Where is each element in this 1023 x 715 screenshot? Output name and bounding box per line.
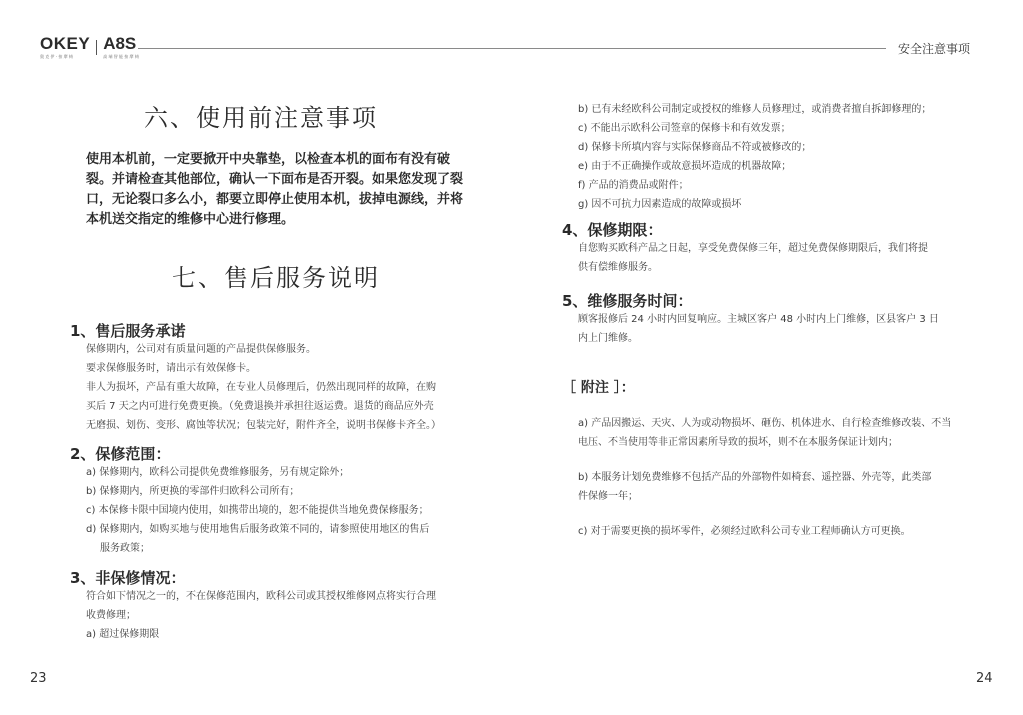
section-title-service-time: 5、维修服务时间： [562, 292, 693, 310]
text-line: 顾客报修后 24 小时内回复响应。主城区客户 48 小时内上门维修，区县客户 3 日 [578, 314, 939, 325]
list-item: g) 因不可抗力因素造成的故障或损坏 [578, 199, 742, 210]
section-title-commitment: 1、售后服务承诺 [70, 322, 186, 340]
text-line: 买后 7 天之内可进行免费更换。（免费退换并承担往返运费。退货的商品应外壳 [86, 401, 434, 412]
list-item-continued: 服务政策； [100, 543, 150, 554]
brand-tagline: 奥 克 伊 · 按 摩 椅 [40, 54, 73, 59]
logo-divider [96, 40, 97, 55]
section-title-non-warranty: 3、非保修情况： [70, 569, 186, 587]
safety-warning-text: 使用本机前，一定要掀开中央靠垫，以检查本机的面布有没有破裂。并请检查其他部位，确认一下面布是否开裂。如果您发现了裂口，无论裂口多么小，都要立即停止使用本机，拔掉电源线，并将本机送交指定的维修中心进行修理。 [86, 152, 464, 227]
text-line: a) 产品因搬运、天灾、人为或动物损坏、砸伤、机体进水、自行检查维修改装、不当 [578, 418, 952, 429]
text-line: 收费修理； [86, 610, 136, 621]
text-line: 符合如下情况之一的，不在保修范围内，欧科公司或其授权维修网点将实行合理 [86, 591, 436, 602]
list-item: e) 由于不正确操作或故意损坏造成的机器故障； [578, 161, 792, 172]
warranty-scope-list [86, 463, 476, 558]
text-line: c) 对于需要更换的损坏零件，必须经过欧科公司专业工程师确认方可更换。 [578, 526, 911, 537]
brand-name: OKEY [40, 34, 91, 53]
non-warranty-list-continued [578, 100, 978, 214]
commitment-text [86, 340, 476, 435]
non-warranty-text [86, 587, 476, 644]
model-tagline: 高 端 智 能 按 摩 椅 [103, 54, 139, 59]
service-time-text [578, 310, 978, 348]
list-item: a) 保修期内，欧科公司提供免费维修服务，另有规定除外； [86, 467, 350, 478]
list-item: d) 保修卡所填内容与实际保修商品不符或被修改的； [578, 142, 812, 153]
brand-logo [40, 34, 139, 60]
list-item: c) 本保修卡限中国境内使用，如携带出境的，恕不能提供当地免费保修服务； [86, 505, 429, 516]
note-a [578, 414, 978, 452]
text-line: 供有偿维修服务。 [578, 262, 658, 273]
text-line: 自您购买欧科产品之日起，享受免费保修三年，超过免费保修期限后，我们将提 [578, 243, 928, 254]
note-c [578, 522, 978, 541]
heading-after-sales: 七、售后服务说明 [172, 264, 380, 292]
section-title: 安全注意事项 [898, 42, 971, 56]
warranty-period-text [578, 239, 978, 277]
section-title-warranty-scope: 2、保修范围： [70, 445, 171, 463]
list-item: b) 保修期内，所更换的零部件归欧科公司所有； [86, 486, 300, 497]
page-number-right: 24 [976, 671, 993, 686]
text-line: 要求保修服务时，请出示有效保修卡。 [86, 363, 256, 374]
list-item: a) 超过保修期限 [86, 629, 160, 640]
text-line: 件保修一年； [578, 491, 638, 502]
text-line: 无磨损、划伤、变形、腐蚀等状况；包装完好，附件齐全，说明书保修卡齐全。） [86, 420, 441, 431]
page-number-left: 23 [30, 671, 47, 686]
text-line: 内上门维修。 [578, 333, 638, 344]
notes-title: ［ 附注 ］： [562, 380, 635, 396]
model-name: A8S [103, 34, 137, 53]
list-item: b) 已有未经欧科公司制定或授权的维修人员修理过，或消费者擅自拆卸修理的； [578, 104, 932, 115]
list-item: f) 产品的消费品或附件； [578, 180, 689, 191]
list-item: c) 不能出示欧科公司签章的保修卡和有效发票； [578, 123, 791, 134]
text-line: 电压、不当使用等非正常因素所导致的损坏，则不在本服务保证计划内； [578, 437, 898, 448]
text-line: b) 本服务计划免费维修不包括产品的外部物件如椅套、遥控器、外壳等，此类部 [578, 472, 932, 483]
list-item: d) 保修期内，如购买地与使用地售后服务政策不同的，请参照使用地区的售后 [86, 524, 430, 535]
section-title-warranty-period: 4、保修期限： [562, 221, 663, 239]
note-b [578, 468, 978, 506]
header-rule [138, 48, 886, 49]
text-line: 非人为损坏，产品有重大故障，在专业人员修理后，仍然出现同样的故障，在购 [86, 382, 436, 393]
text-line: 保修期内，公司对有质量问题的产品提供保修服务。 [86, 344, 316, 355]
heading-before-use: 六、使用前注意事项 [144, 104, 378, 132]
